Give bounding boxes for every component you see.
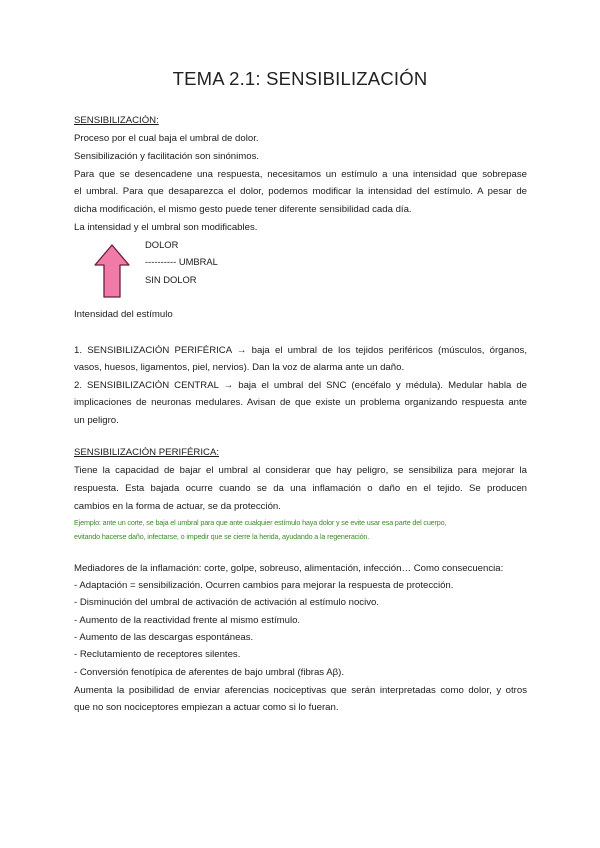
paragraph-line: dicha modificación, el mismo gesto puede tener diferente sensibilidad cada día.: [74, 204, 412, 215]
paragraph-line: Mediadores de la inflamación: corte, golpe, sobreuso, alimentación, infección… Como consecuencia:: [74, 563, 504, 574]
paragraph-line: el umbral. Para que desaparezca el dolor, podemos modificar la intensidad del estímulo. A pesar de: [74, 186, 527, 197]
list-item: - Aumento de las descargas espontáneas.: [74, 632, 254, 643]
paragraph-line: respuesta. Esta bajada ocurre cuando se da una inflamación o daño en el tejido. Se producen: [74, 483, 527, 494]
scale-label-dolor: DOLOR: [145, 239, 179, 250]
list-item: - Reclutamiento de receptores silentes.: [74, 649, 241, 660]
paragraph-line: cambios en la forma de actuar, se da protección.: [74, 501, 281, 512]
list-item: 2. SENSIBILIZACIÓN CENTRAL → baja el umbral del SNC (encéfalo y médula). Medular habla de: [74, 380, 527, 391]
section-heading-sensibilizacion: SENSIBILIZACIÓN:: [74, 115, 159, 126]
section-heading-periferica: SENSIBILIZACIÓN PERIFÉRICA:: [74, 447, 220, 458]
paragraph-line: Proceso por el cual baja el umbral de dolor.: [74, 133, 259, 144]
intensity-label: Intensidad del estímulo: [74, 309, 173, 320]
list-item: un peligro.: [74, 415, 119, 426]
up-arrow-icon: [92, 243, 132, 299]
example-line: Ejemplo: ante un corte, se baja el umbral para que ante cualquier estímulo haya dolor y se evite usar esa parte del cuerpo,: [74, 518, 447, 527]
scale-label-umbral: ---------- UMBRAL: [145, 256, 218, 267]
paragraph-line: Sensibilización y facilitación son sinónimos.: [74, 151, 260, 162]
paragraph-line: Para que se desencadene una respuesta, necesitamos un estímulo a una intensidad que sobrepase: [74, 169, 527, 180]
example-line: evitando hacerse daño, infectarse, o impedir que se cierre la herida, ayudando a la regeneración.: [74, 532, 370, 541]
paragraph-line: Tiene la capacidad de bajar el umbral al considerar que hay peligro, se sensibiliza para mejorar la: [74, 465, 527, 476]
list-item: - Aumento de la reactividad frente al mismo estímulo.: [74, 615, 301, 626]
scale-label-sin-dolor: SIN DOLOR: [145, 274, 197, 285]
list-item: - Conversión fenotípica de aferentes de bajo umbral (fibras Aβ).: [74, 667, 345, 678]
paragraph-line: La intensidad y el umbral son modificables.: [74, 222, 258, 233]
list-item: - Adaptación = sensibilización. Ocurren cambios para mejorar la respuesta de protección.: [74, 580, 454, 591]
list-item: 1. SENSIBILIZACIÓN PERIFÉRICA → baja el umbral de los tejidos periféricos (músculos, órganos,: [74, 345, 527, 356]
page-title: TEMA 2.1: SENSIBILIZACIÓN: [172, 68, 428, 89]
list-item: - Disminución del umbral de activación de activación al estímulo nocivo.: [74, 597, 380, 608]
list-item: vasos, huesos, ligamentos, piel, nervios). Dan la voz de alarma ante un daño.: [74, 362, 405, 373]
paragraph-line: Aumenta la posibilidad de enviar aferencias nociceptivas que serán interpretadas como dolor, y otros: [74, 685, 527, 696]
paragraph-line: que no son nociceptores empiezan a actuar como si lo fueran.: [74, 702, 339, 713]
list-item: implicaciones de neuronas medulares. Avisan de que existe un problema organizando respuesta ante: [74, 397, 527, 408]
